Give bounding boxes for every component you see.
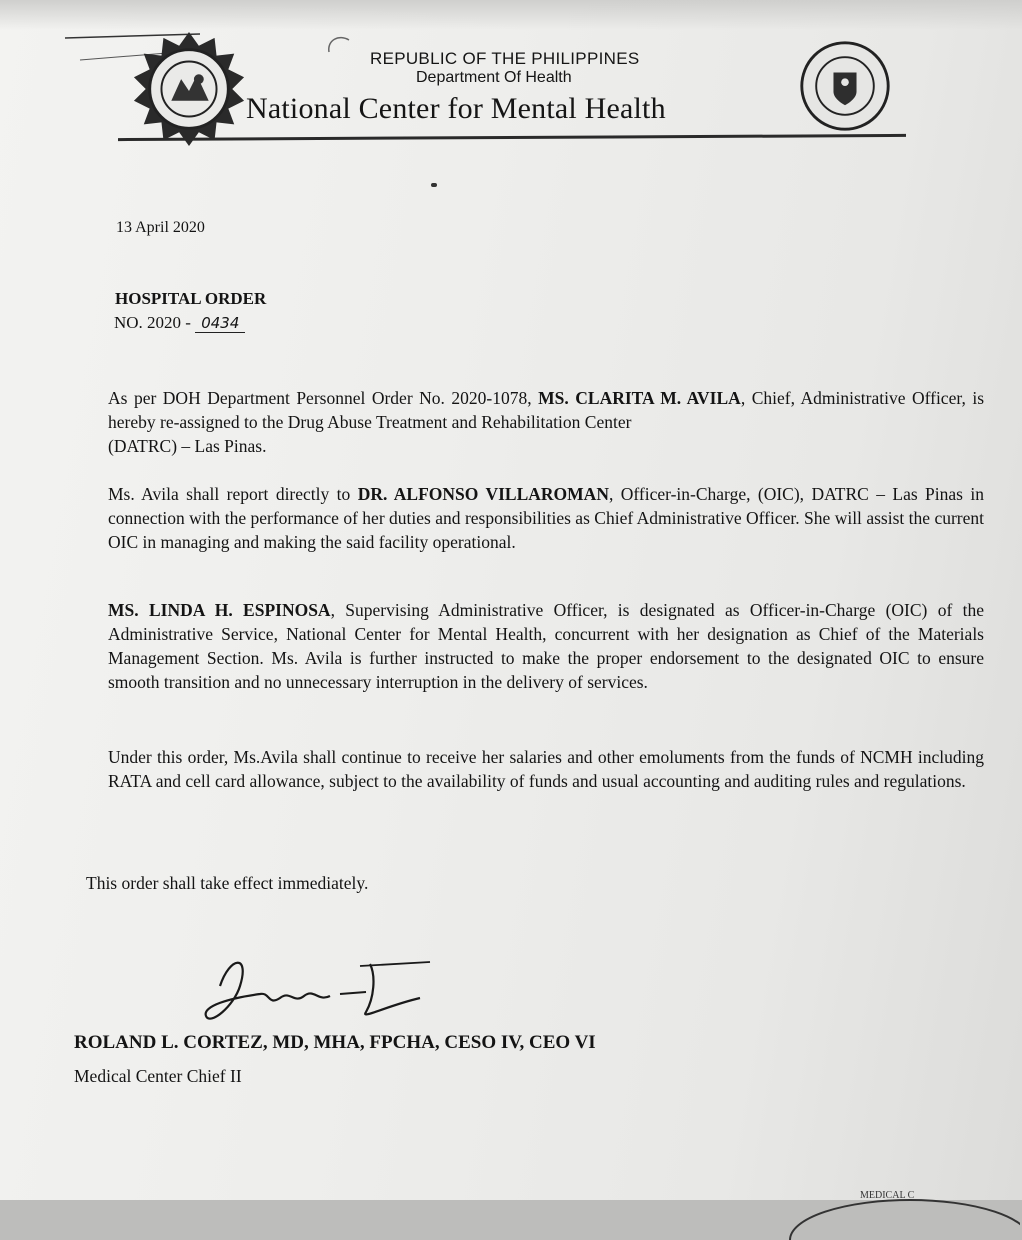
paragraph-salaries: Under this order, Ms.Avila shall continue to receive her salaries and other emoluments from the funds of NCMH including RATA and cell card allowance, subject to the availability of funds and usual accounting and auditing rules and regulations. xyxy=(108,747,984,791)
paragraph-report xyxy=(108,482,984,554)
signatory-name: ROLAND L. CORTEZ, MD, MHA, FPCHA, CESO IV, CEO VI xyxy=(74,1032,596,1053)
order-number-handwritten: 0434 xyxy=(195,314,245,333)
order-title: HOSPITAL ORDER xyxy=(115,289,267,308)
p3-rest: , Supervising Administrative Officer, is designated as Officer-in-Charge (OIC) of the Administrative Service, National Center for Mental Health, concurrent with her designation as Chief of the Materials Management Section. Ms. Avila is further instructed to make the proper endorsement to the designated OIC to ensure smooth transition and no unnecessary interruption in the delivery of services. xyxy=(108,600,984,692)
bottom-stamp-icon xyxy=(780,1180,1020,1240)
paragraph-designation xyxy=(108,598,984,694)
p2-lead: Ms. Avila shall report directly to xyxy=(108,484,351,504)
header-department: Department Of Health xyxy=(416,69,572,86)
doh-seal-icon xyxy=(786,38,904,134)
header-republic: REPUBLIC OF THE PHILIPPINES xyxy=(370,49,640,68)
signature-icon xyxy=(190,946,450,1036)
p2-name: DR. ALFONSO VILLAROMAN xyxy=(357,484,609,504)
stamp-text: MEDICAL C xyxy=(860,1190,915,1201)
punch-hole-icon xyxy=(325,32,355,56)
order-number-prefix: NO. 2020 - xyxy=(114,313,191,332)
ink-dot xyxy=(431,183,437,187)
paragraph-reassignment xyxy=(108,386,984,434)
paragraph-effectivity: This order shall take effect immediately. xyxy=(86,873,369,893)
p2-rest: , Officer-in-Charge, (OIC), DATRC – Las Pinas in connection with the performance of her duties and responsibilities as Chief Administrative Officer. She will assist the current OIC in managing and making the said facility operational. xyxy=(108,484,984,552)
header-center-name: National Center for Mental Health xyxy=(246,92,666,125)
p3-name: MS. LINDA H. ESPINOSA xyxy=(108,600,331,620)
signatory-title: Medical Center Chief II xyxy=(74,1066,242,1086)
p1-lead: As per DOH Department Personnel Order No. 2020-1078, xyxy=(108,388,532,408)
p1-name: MS. CLARITA M. AVILA xyxy=(538,388,741,408)
p1-rest: , Chief, Administrative Officer, is hereby re-assigned to the Drug Abuse Treatment and Rehabilitation Center xyxy=(108,388,985,432)
order-number xyxy=(114,313,245,333)
ncmh-seal-icon xyxy=(130,30,248,148)
order-date: 13 April 2020 xyxy=(116,219,205,236)
paragraph-reassignment-end: (DATRC) – Las Pinas. xyxy=(108,436,267,456)
